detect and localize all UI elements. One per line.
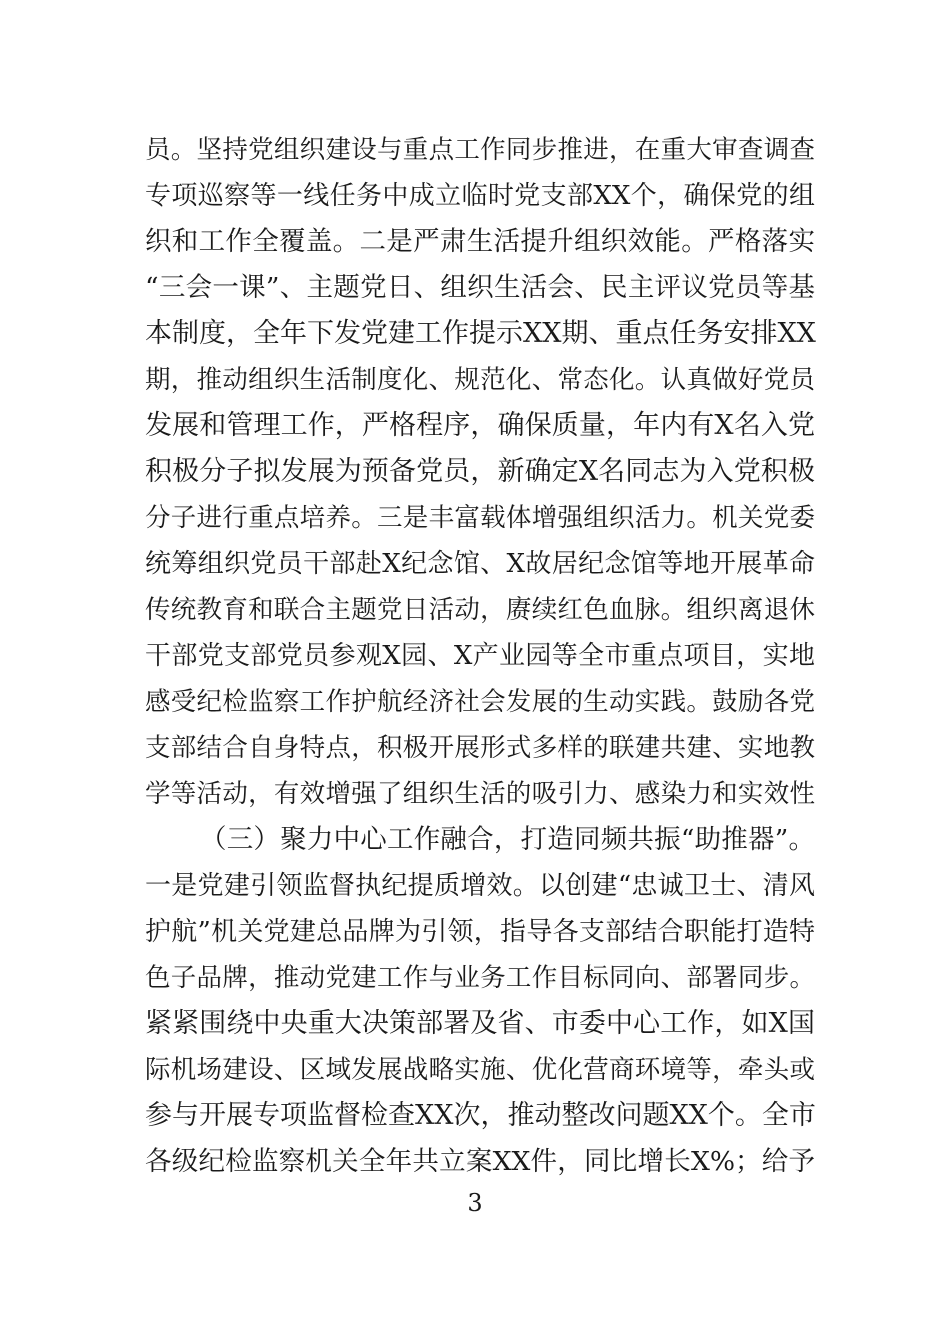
text-line: 参与开展专项监督检查XX次，推动整改问题XX个。全市: [145, 1100, 816, 1131]
text-line: 发展和管理工作，严格程序，确保质量，年内有X名入党: [145, 410, 815, 441]
text-line: 员。坚持党组织建设与重点工作同步推进，在重大审查调查: [145, 135, 815, 165]
text-line: 积极分子拟发展为预备党员，新确定X名同志为入党积极: [145, 456, 815, 487]
text-line: 织和工作全覆盖。二是严肃生活提升组织效能。严格落实: [145, 226, 815, 257]
text-line: 本制度，全年下发党建工作提示XX期、重点任务安排XX: [145, 318, 816, 349]
text-line: 护航”机关党建总品牌为引领，指导各支部结合职能打造特: [145, 917, 815, 947]
text-line: 干部党支部党员参观X园、X产业园等全市重点项目，实地: [145, 641, 815, 671]
text-line: 色子品牌，推动党建工作与业务工作目标同向、部署同步。: [145, 963, 815, 993]
text-line: 一是党建引领监督执纪提质增效。以创建“忠诚卫士、清风: [145, 871, 815, 901]
text-line: 感受纪检监察工作护航经济社会发展的生动实践。鼓励各党: [145, 687, 815, 717]
text-line: 学等活动，有效增强了组织生活的吸引力、感染力和实效性: [145, 779, 815, 809]
text-line: 传统教育和联合主题党日活动，赓续红色血脉。组织离退休: [145, 595, 815, 625]
text-line: 分子进行重点培养。三是丰富载体增强组织活力。机关党委: [145, 503, 815, 533]
text-line: 紧紧围绕中央重大决策部署及省、市委中心工作，如X国: [145, 1008, 815, 1039]
page-number: 3: [467, 1189, 483, 1217]
text-line: “三会一课”、主题党日、组织生活会、民主评议党员等基: [145, 272, 815, 303]
text-line: 专项巡察等一线任务中成立临时党支部XX个，确保党的组: [145, 181, 815, 211]
text-line: 期，推动组织生活制度化、规范化、常态化。认真做好党员: [145, 365, 815, 395]
section-heading: （三）聚力中心工作融合，打造同频共振“助推器”。: [200, 824, 815, 855]
text-line: 际机场建设、区域发展战略实施、优化营商环境等，牵头或: [145, 1055, 815, 1085]
text-line: 支部结合自身特点，积极开展形式多样的联建共建、实地教: [145, 733, 815, 763]
text-line: 统筹组织党员干部赴X纪念馆、X故居纪念馆等地开展革命: [145, 549, 815, 579]
text-line: 各级纪检监察机关全年共立案XX件，同比增长X%；给予: [145, 1146, 815, 1177]
